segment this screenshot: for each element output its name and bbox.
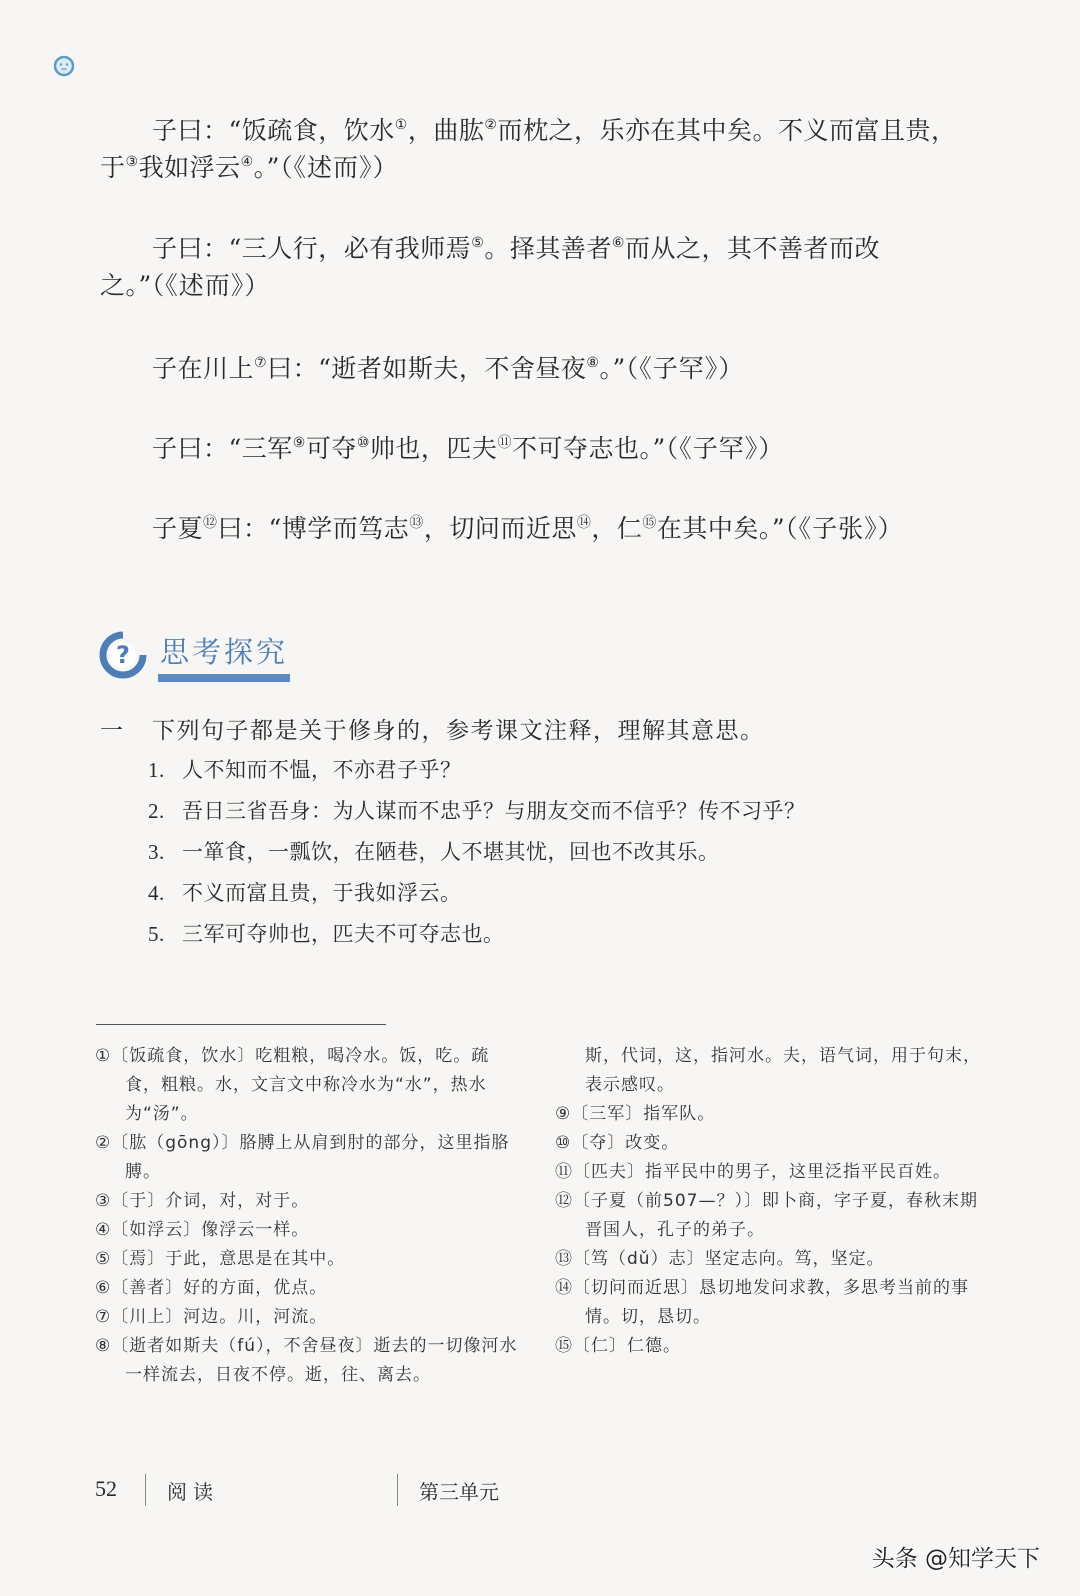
- item-text: 吾日三省吾身：为人谋而不忠乎？与朋友交而不信乎？传不习乎？: [182, 799, 806, 823]
- source-citation: （《子罕》）: [665, 434, 785, 463]
- footer-section: 阅读: [167, 1480, 219, 1504]
- question-list: [148, 756, 806, 961]
- footnote: ⑥〔善者〕好的方面，优点。: [95, 1278, 328, 1298]
- footnote: ⑮〔仁〕仁德。: [555, 1336, 681, 1356]
- footnote-ref[interactable]: ⑮: [642, 515, 657, 531]
- source-citation: （《子罕》）: [625, 354, 745, 383]
- footnote: ②〔肱（gōng）〕胳膊上从肩到肘的部分，这里指胳膊。: [95, 1133, 510, 1182]
- text: 。”: [253, 153, 280, 182]
- watermark: 头条 @知学天下: [871, 1546, 1040, 1572]
- source-citation: （《述而》）: [279, 153, 399, 182]
- text: 而从之，其不善者而改之。”: [100, 234, 880, 300]
- item-text: 一箪食，一瓢饮，在陋巷，人不堪其忧，回也不改其乐。: [182, 840, 720, 864]
- text: 。”: [599, 354, 626, 383]
- footnote-ref[interactable]: ②: [484, 117, 498, 133]
- text: 我如浮云: [138, 153, 241, 182]
- footer-unit: 第三单元: [419, 1480, 499, 1504]
- item-number: 3.: [148, 840, 165, 864]
- footnote: ⑧〔逝者如斯夫（fú），不舍昼夜〕逝去的一切像河水一样流去，日夜不停。逝，往、离去。: [95, 1336, 518, 1385]
- footnote: ⑫〔子夏（前507—？）〕即卜商，字子夏，春秋末期晋国人，孔子的弟子。: [555, 1191, 978, 1240]
- question-number: 一: [100, 718, 125, 744]
- footnote: ⑩〔夺〕改变。: [555, 1133, 680, 1153]
- footnote-continuation: 斯，代词，这，指河水。夫，语气词，用于句末，表示感叹。: [585, 1046, 981, 1095]
- text: 子曰：“饭疏食，饮水: [152, 116, 395, 145]
- text: 曰：“博学而笃志: [217, 514, 410, 543]
- svg-text:?: ?: [116, 641, 130, 669]
- footnote-ref[interactable]: ⑭: [576, 515, 592, 531]
- footnote: ③〔于〕介词，对，对于。: [95, 1191, 310, 1211]
- footnote-divider: [96, 1024, 386, 1025]
- smiley-face-icon: [53, 55, 75, 77]
- source-citation: （《子张》）: [785, 514, 904, 543]
- passage-5: [100, 510, 980, 547]
- footnote: ⑬〔笃（dǔ）志〕坚定志向。笃，坚定。: [555, 1249, 885, 1269]
- footnote-ref[interactable]: ⑨: [292, 435, 306, 451]
- item-number: 5.: [148, 922, 165, 946]
- text: 子曰：“三军: [152, 434, 293, 463]
- text: 曰：“逝者如斯夫，不舍昼夜: [267, 354, 587, 383]
- footnote-ref[interactable]: ⑪: [497, 435, 512, 451]
- footnote-ref[interactable]: ⑩: [356, 435, 370, 451]
- section-title: 思考探究: [160, 635, 289, 669]
- text: 不可夺志也。”: [511, 434, 666, 463]
- footnote: ⑨〔三军〕指军队。: [555, 1104, 716, 1124]
- passage-3: [100, 350, 980, 387]
- passage-4: [100, 430, 980, 467]
- section-header: [98, 626, 298, 686]
- footer-divider: [397, 1474, 398, 1506]
- item-number: 2.: [148, 799, 165, 823]
- footnote-ref[interactable]: ⑥: [611, 235, 625, 251]
- text: 子曰：“三人行，必有我师焉: [152, 234, 472, 263]
- footnote-ref[interactable]: ④: [240, 154, 254, 170]
- list-item: [148, 879, 806, 920]
- item-text: 不义而富且贵，于我如浮云。: [182, 881, 462, 905]
- text: 。择其善者: [484, 234, 612, 263]
- footnote: ⑦〔川上〕河边。川，河流。: [95, 1307, 328, 1327]
- item-text: 人不知而不愠，不亦君子乎？: [182, 758, 462, 782]
- text: ，曲肱: [407, 116, 485, 145]
- question-text: 下列句子都是关于修身的，参考课文注释，理解其意思。: [152, 718, 765, 744]
- source-citation: （《述而》）: [151, 271, 271, 300]
- text: 子夏: [152, 514, 204, 543]
- footnote-ref[interactable]: ⑫: [203, 515, 218, 531]
- question-heading: [100, 712, 765, 745]
- footnote-ref[interactable]: ⑧: [586, 355, 600, 371]
- page-number: 52: [95, 1476, 117, 1501]
- footer-divider: [145, 1474, 146, 1506]
- footnote: ⑤〔焉〕于此，意思是在其中。: [95, 1249, 346, 1269]
- passage-1: [100, 112, 980, 186]
- footnote-ref[interactable]: ⑦: [254, 355, 268, 371]
- text: 在其中矣。”: [656, 514, 786, 543]
- footnote: ④〔如浮云〕像浮云一样。: [95, 1220, 310, 1240]
- question-mark-circle-icon: [98, 630, 148, 680]
- list-item: [148, 756, 806, 797]
- text: ，仁: [591, 514, 643, 543]
- footnotes-right-column: [555, 1042, 985, 1361]
- footnote: ⑭〔切问而近思〕恳切地发问求教，多思考当前的事情。切，恳切。: [555, 1278, 969, 1327]
- list-item: [148, 920, 806, 961]
- item-text: 三军可夺帅也，匹夫不可夺志也。: [182, 922, 505, 946]
- text: 可夺: [305, 434, 357, 463]
- title-underline: [158, 674, 290, 682]
- footnotes-left-column: [95, 1042, 525, 1390]
- text: ，切问而近思: [423, 514, 577, 543]
- text: 子在川上: [152, 354, 255, 383]
- item-number: 4.: [148, 881, 165, 905]
- item-number: 1.: [148, 758, 165, 782]
- list-item: [148, 797, 806, 838]
- passage-2: [100, 230, 980, 304]
- footnote: ①〔饭疏食，饮水〕吃粗粮，喝冷水。饭，吃。疏食，粗粮。水，文言文中称冷水为“水”，热水为“汤”。: [95, 1046, 490, 1124]
- text: 而枕之，乐亦在其中矣。不义而富且贵，于: [100, 116, 957, 182]
- page-footer: [95, 1474, 595, 1506]
- footnote-ref[interactable]: ⑬: [409, 515, 424, 531]
- list-item: [148, 838, 806, 879]
- footnote-ref[interactable]: ③: [125, 154, 139, 170]
- footnote: ⑪〔匹夫〕指平民中的男子，这里泛指平民百姓。: [555, 1162, 951, 1182]
- text: 帅也，匹夫: [369, 434, 498, 463]
- footnote-ref[interactable]: ①: [394, 117, 408, 133]
- footnote-ref[interactable]: ⑤: [471, 235, 485, 251]
